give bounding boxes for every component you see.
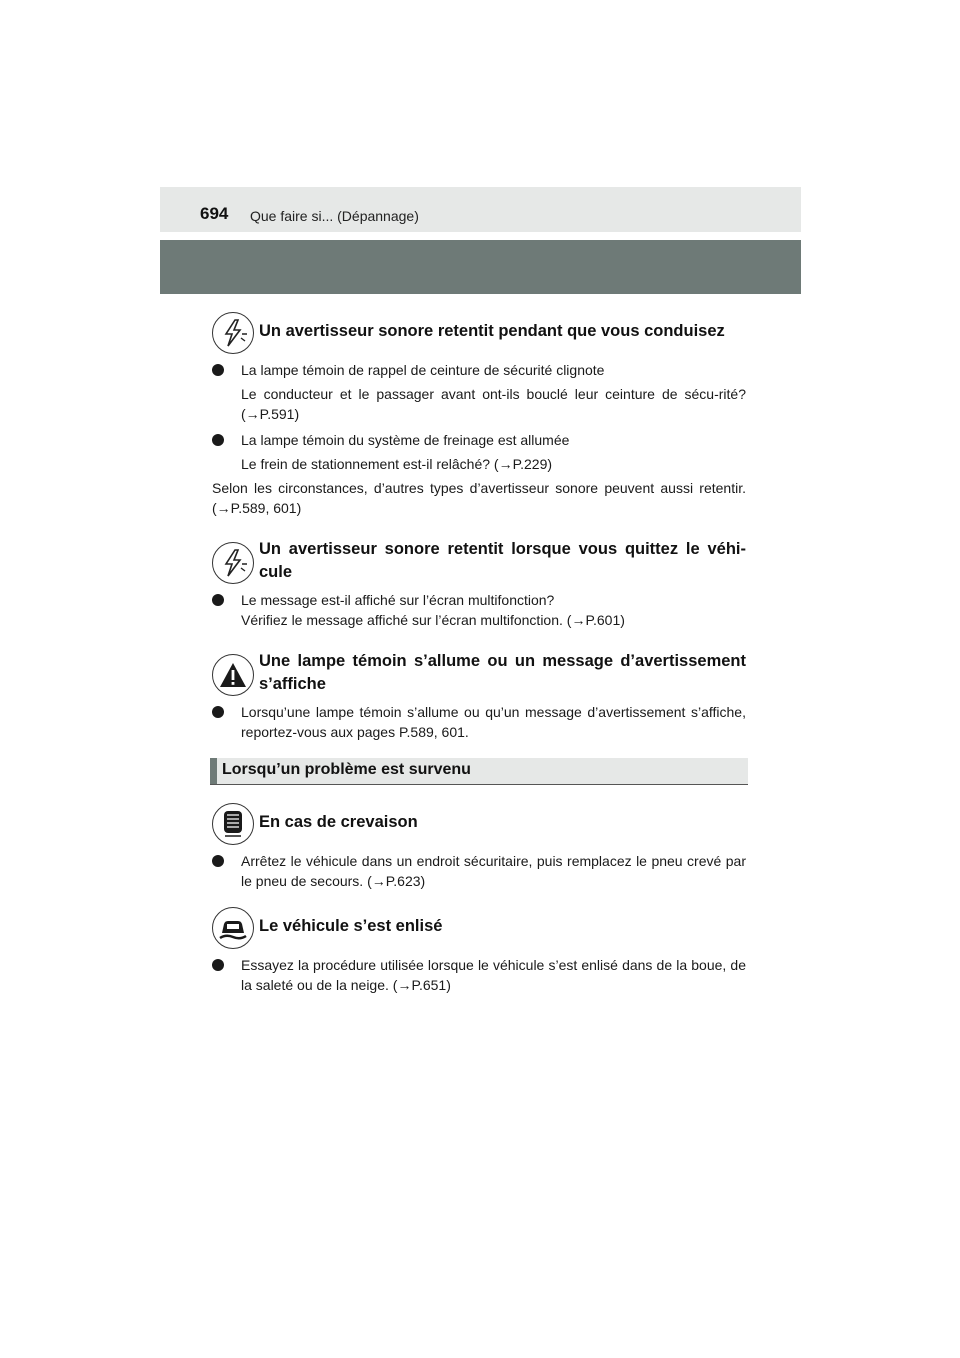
list-item: [212, 590, 746, 630]
header-title: Que faire si... (Dépannage): [250, 208, 419, 224]
item-text: Le message est-il affiché sur l’écran multifonction?: [241, 592, 555, 608]
list-item: [212, 702, 746, 742]
spark-warning-icon: [212, 312, 254, 354]
topic-warning-light: [212, 644, 746, 696]
item-subtext: Le frein de stationnement est-il relâché? (→P.229): [241, 456, 553, 472]
topic-title: Le véhicule s’est enlisé: [259, 917, 443, 935]
item-subtext: Vérifiez le message affiché sur l’écran multifonction. (→P.601): [241, 612, 625, 628]
list-item: [212, 851, 746, 891]
stuck-car-icon: [212, 907, 254, 949]
section-bar: [210, 758, 217, 784]
bullet: [212, 959, 224, 971]
item-text: La lampe témoin du système de freinage est allumée: [241, 432, 570, 448]
section-heading: [210, 758, 748, 785]
item-subtext: Le conducteur et le passager avant ont-ils bouclé leur ceinture de sécu-rité? (→P.591): [241, 386, 746, 422]
bullet: [212, 364, 224, 376]
item-text: Essayez la procédure utilisée lorsque le véhicule s’est enlisé dans de la boue, de la saleté ou de la neige. (→P.651): [241, 957, 746, 993]
bullet: [212, 594, 224, 606]
bullet: [212, 855, 224, 867]
topic-title: Une lampe témoin s’allume ou un message d’avertissement s’affiche: [259, 652, 746, 693]
topic-title: En cas de crevaison: [259, 813, 418, 831]
topic-horn-while-driving: [212, 310, 746, 354]
content: [212, 310, 746, 995]
bullet: [212, 706, 224, 718]
topic-title: Un avertisseur sonore retentit lorsque vous quittez le véhi-cule: [259, 540, 746, 581]
section-title: Lorsqu’un problème est survenu: [222, 761, 471, 778]
topic-flat-tire: [212, 801, 746, 845]
topic-title: Un avertisseur sonore retentit pendant que vous conduisez: [259, 322, 725, 340]
item-text: Arrêtez le véhicule dans un endroit sécuritaire, puis remplacez le pneu crevé par le pneu de secours. (→P.623): [241, 853, 746, 889]
note-text: Selon les circonstances, d’autres types d’avertisseur sonore peuvent aussi retentir. (→P.589, 601): [212, 480, 746, 516]
tire-icon: [212, 803, 254, 845]
page-number: 694: [200, 204, 229, 223]
spark-warning-icon: [212, 542, 254, 584]
bullet: [212, 434, 224, 446]
topic-vehicle-stuck: [212, 905, 746, 949]
list-item: [212, 955, 746, 995]
topic-horn-leaving-vehicle: [212, 532, 746, 584]
item-text: Lorsqu’une lampe témoin s’allume ou qu’un message d’avertissement s’affiche, reportez-vous aux pages P.589, 601.: [241, 704, 746, 740]
list-item: [212, 430, 746, 474]
warning-triangle-icon: [212, 654, 254, 696]
list-item: [212, 360, 746, 424]
title-band: [160, 240, 801, 294]
item-text: La lampe témoin de rappel de ceinture de sécurité clignote: [241, 362, 605, 378]
